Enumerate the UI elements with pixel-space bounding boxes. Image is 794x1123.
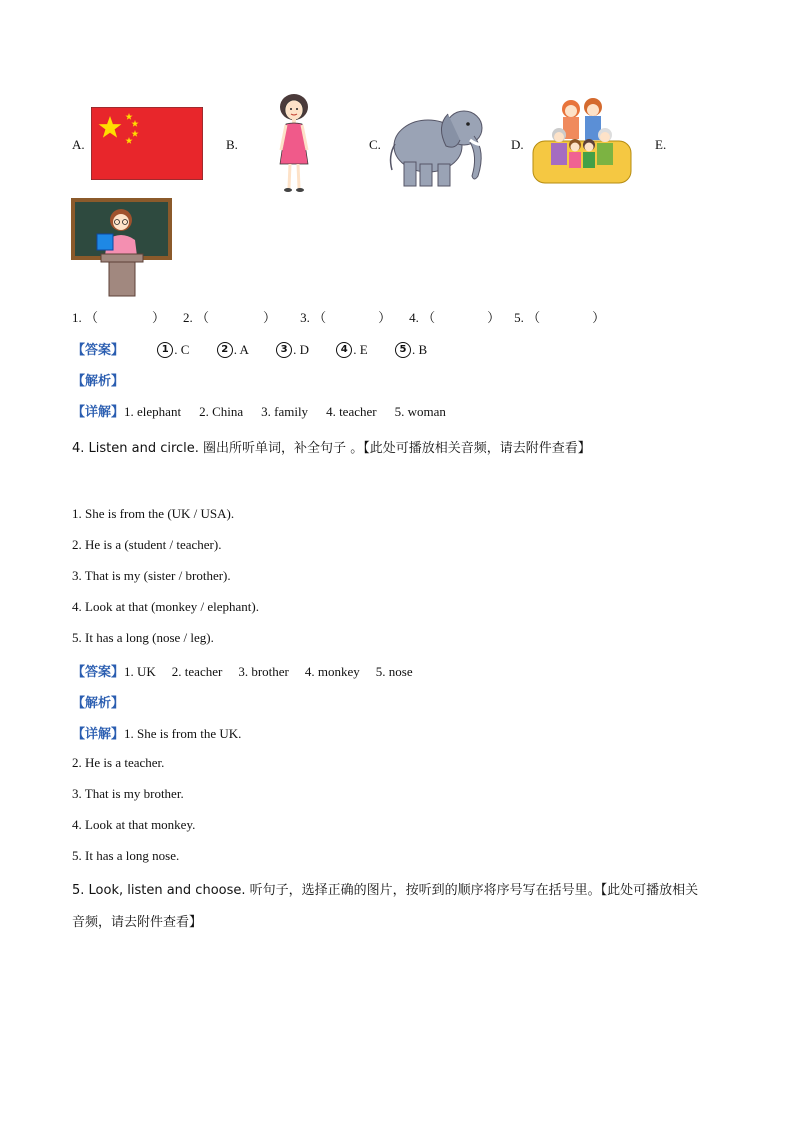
option-d-label: D.	[511, 137, 524, 152]
detail-item: 2. China	[199, 404, 244, 419]
option-e-label: E.	[655, 137, 667, 152]
q3-answer-line	[72, 339, 427, 359]
answer-item: 1 . C	[157, 342, 189, 357]
blank-5-close: ）	[592, 310, 606, 325]
detail-item: 1. She is from the UK.	[124, 726, 242, 741]
q4-title: 4. Listen and circle. 圈出所听单词，补全句子 。【此处可播放相关音频，请去附件查看】	[72, 441, 591, 456]
detail-tag: 【详解】	[72, 727, 125, 742]
blank-2-close: ）	[263, 310, 277, 325]
detail-tag: 【详解】	[72, 405, 125, 420]
answer-item: 1. UK	[124, 664, 156, 679]
detail-item: 1. elephant	[124, 404, 182, 419]
answer-item: 3 . D	[276, 342, 309, 357]
blank-5-open: 5. （	[514, 310, 541, 325]
q4-item: 5. It has a long (nose / leg).	[72, 630, 214, 645]
q4-analysis-line	[72, 692, 124, 711]
answer-tag: 【答案】	[72, 343, 125, 358]
q3-analysis-line	[72, 370, 124, 389]
blank-3-open: 3. （	[300, 310, 327, 325]
detail-item: 4. teacher	[326, 404, 377, 419]
detail-item: 4. Look at that monkey.	[72, 817, 196, 832]
blank-1-close: ）	[152, 310, 166, 325]
blank-row	[72, 307, 605, 326]
detail-item: 5. woman	[394, 404, 446, 419]
q5-title-line2: 音频，请去附件查看】	[72, 915, 203, 930]
blank-1-open: 1. （	[72, 310, 99, 325]
q4-answer-line	[72, 661, 413, 680]
detail-item: 3. That is my brother.	[72, 786, 184, 801]
answer-item: 2 . A	[217, 342, 249, 357]
q4-detail-line	[72, 723, 241, 742]
family-image	[529, 93, 635, 191]
option-a-label: A.	[72, 137, 85, 152]
q4-item: 2. He is a (student / teacher).	[72, 537, 222, 552]
answer-item: 5 . B	[395, 342, 427, 357]
detail-item: 2. He is a teacher.	[72, 755, 165, 770]
q5-title-line1: 5. Look, listen and choose. 听句子，选择正确的图片，按听到的顺序将序号写在括号里。【此处可播放相关	[72, 883, 699, 898]
blank-3-close: ）	[378, 310, 392, 325]
analysis-tag: 【解析】	[72, 696, 125, 711]
option-c-label: C.	[369, 137, 381, 152]
detail-item: 5. It has a long nose.	[72, 848, 180, 863]
answer-item: 4. monkey	[304, 664, 360, 679]
option-b-label: B.	[226, 137, 238, 152]
china-flag-image	[91, 107, 203, 180]
blank-4-open: 4. （	[409, 310, 436, 325]
answer-tag: 【答案】	[72, 665, 125, 680]
q3-detail-line	[72, 401, 446, 420]
q4-item: 1. She is from the (UK / USA).	[72, 506, 235, 521]
blank-2-open: 2. （	[183, 310, 210, 325]
answer-item: 4 . E	[336, 342, 367, 357]
answer-item: 3. brother	[238, 664, 289, 679]
answer-item: 5. nose	[375, 664, 413, 679]
analysis-tag: 【解析】	[72, 374, 125, 389]
woman-image	[272, 92, 316, 196]
q4-item: 3. That is my (sister / brother).	[72, 568, 231, 583]
answer-item: 2. teacher	[171, 664, 223, 679]
q4-item: 4. Look at that (monkey / elephant).	[72, 599, 260, 614]
detail-item: 3. family	[261, 404, 309, 419]
teacher-image	[71, 198, 172, 298]
elephant-image	[386, 96, 492, 192]
blank-4-close: ）	[487, 310, 501, 325]
